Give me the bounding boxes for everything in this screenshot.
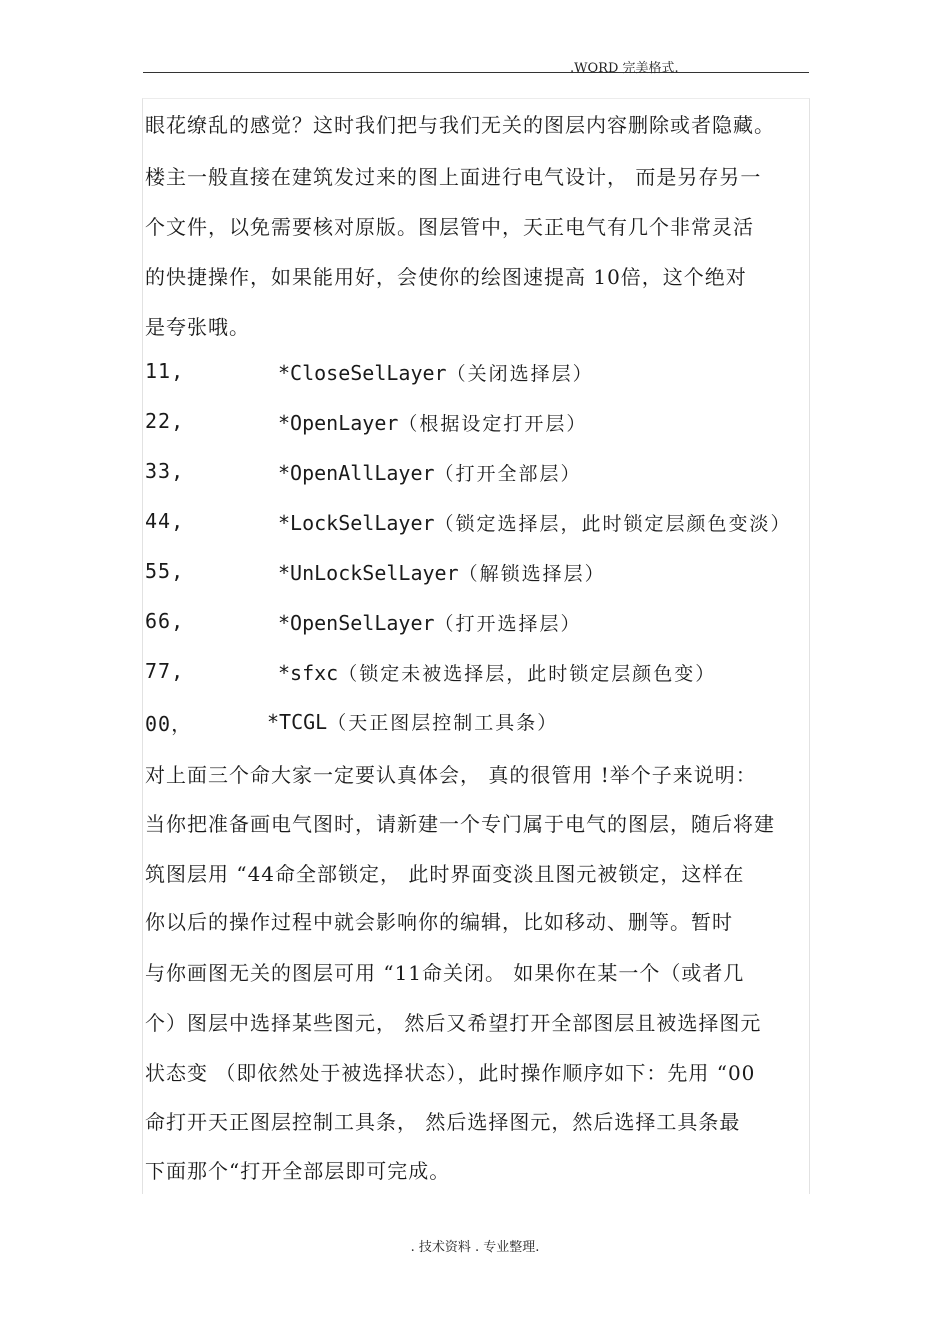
command-number: 33, [145,459,185,483]
command-number: 11, [145,359,185,383]
command-number: 77, [145,659,185,683]
command-code: *UnLockSelLayer [278,561,459,585]
command-code: *LockSelLayer [278,511,435,535]
text-line: 下面那个“打开全部层即可完成。 [145,1159,451,1183]
text-line: 眼花缭乱的感觉？这时我们把与我们无关的图层内容删除或者隐藏。 [145,113,775,137]
command-code: *OpenSelLayer [278,611,435,635]
command-desc: （锁定未被选择层，此时锁定层颜色变） [338,663,717,685]
command-desc: （解锁选择层） [458,563,606,585]
text-line: 当你把准备画电气图时，请新建一个专门属于电气的图层，随后将建 [145,812,775,836]
text-line: 状态变 （即依然处于被选择状态），此时操作顺序如下：先用 “00 [145,1061,756,1085]
command-desc: （打开全部层） [434,463,582,485]
command-code: *OpenAllLayer [278,461,435,485]
text-line: 与你画图无关的图层可用 “11命关闭。 如果你在某一个（或者几 [145,961,745,985]
command-code: *sfxc [278,661,339,685]
command-code: *TCGL [267,710,328,734]
command-number: 00， [145,712,193,736]
text-line: 命打开天正图层控制工具条， 然后选择图元，然后选择工具条最 [145,1110,741,1134]
text-line: 对上面三个命大家一定要认真体会， 真的很管用 !举个子来说明： [145,763,757,787]
command-desc: （关闭选择层） [446,363,594,385]
text-line: 筑图层用 “44命全部锁定， 此时界面变淡且图元被锁定，这样在 [145,862,745,886]
command-number: 44, [145,509,185,533]
command-code: *OpenLayer [278,411,399,435]
text-line: 楼主一般直接在建筑发过来的图上面进行电气设计， 而是另存另一 [145,165,762,189]
text-line: 的快捷操作，如果能用好，会使你的绘图速提高 10倍，这个绝对 [145,265,747,289]
command-number: 66, [145,609,185,633]
command-code: *CloseSelLayer [278,361,447,385]
command-number: 55, [145,559,185,583]
page-footer: . 技术资料 . 专业整理. [410,1240,540,1255]
command-desc: （打开选择层） [434,613,582,635]
text-line: 个）图层中选择某些图元， 然后又希望打开全部图层且被选择图元 [145,1011,762,1035]
text-line: 是夸张哦。 [145,315,250,339]
header-rule [143,72,809,73]
command-number: 22, [145,409,185,433]
command-desc: （锁定选择层，此时锁定层颜色变淡） [434,513,792,535]
command-desc: （根据设定打开层） [398,413,588,435]
page-header: .WORD 完美格式. [570,61,679,76]
text-line: 个文件，以免需要核对原版。图层管中，天正电气有几个非常灵活 [145,215,754,239]
text-line: 你以后的操作过程中就会影响你的编辑，比如移动、删等。暂时 [145,910,733,934]
command-desc: （天正图层控制工具条） [327,712,559,734]
